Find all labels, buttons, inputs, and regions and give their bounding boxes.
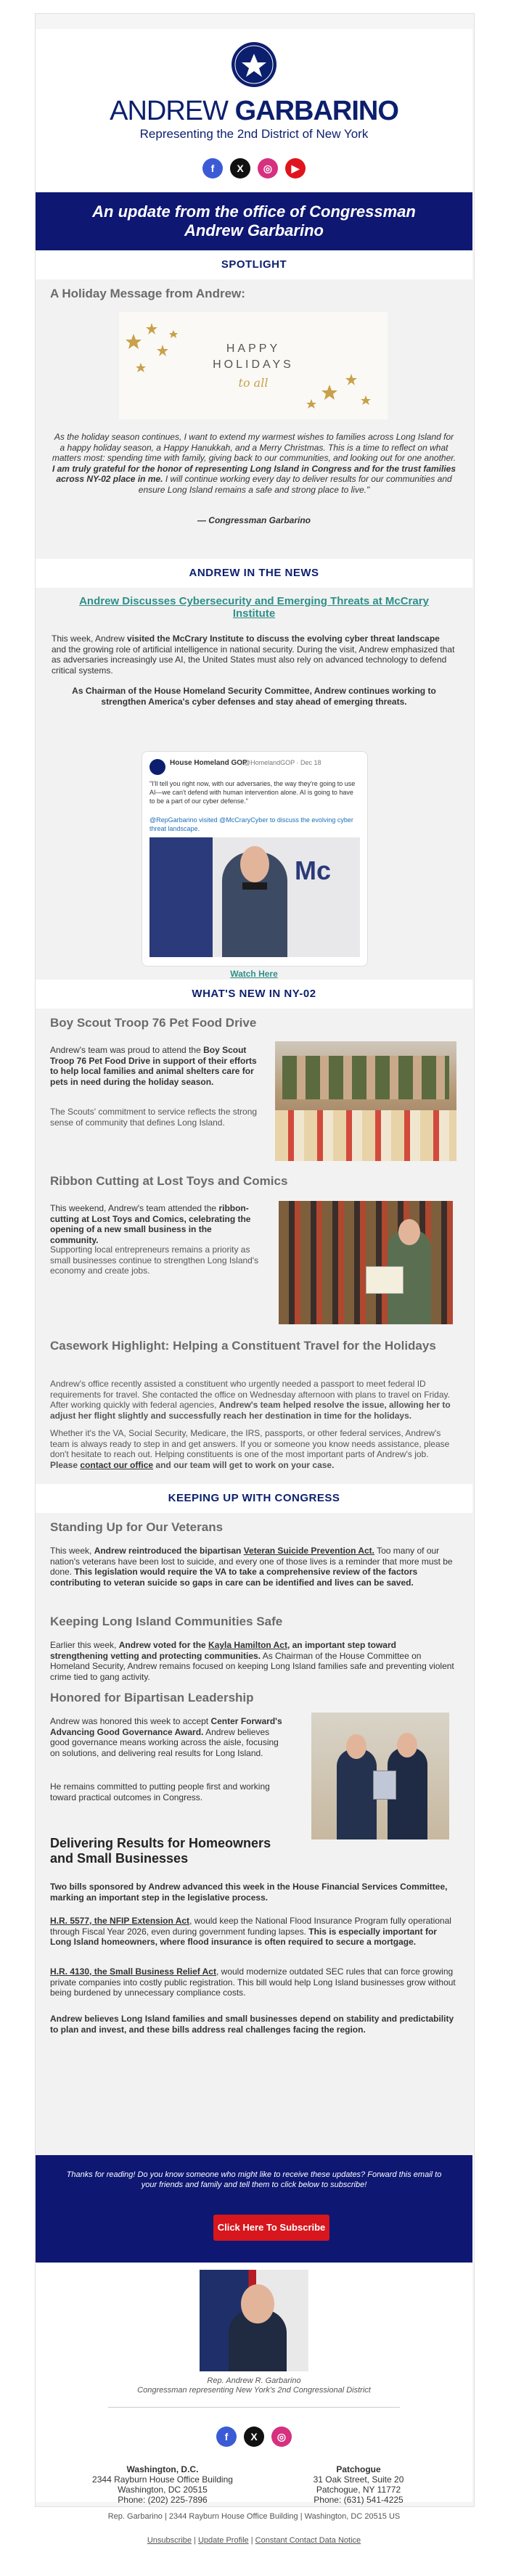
social-links: [36, 158, 472, 179]
tweet-avatar: [149, 759, 165, 775]
pet-drive-paragraph-1: Andrew's team was proud to attend the Boy Scout Troop 76 Pet Food Drive in support of their efforts to help local families and animal shelters care for pets in need during the holiday season.: [50, 1045, 257, 1087]
homeowners-paragraph-2: H.R. 5577, the NFIP Extension Act, would keep the National Flood Insurance Program fully operational through Fiscal Year 2026, even during government funding lapses. This is especially important for Long Island homeowners, where flood insurance is often required to secure a mortgage.: [50, 1916, 451, 1947]
news-article-link[interactable]: Andrew Discusses Cybersecurity and Emerging Threats at McCrary Institute: [79, 595, 429, 620]
rep-face: [241, 2284, 274, 2323]
office-dc: Washington, D.C. 2344 Rayburn House Office Building Washington, DC 20515 Phone: (202) 225-7896: [92, 2464, 233, 2505]
office-patchogue: Patchogue 31 Oak Street, Suite 20 Patchogue, NY 11772 Phone: (631) 541-4225: [313, 2464, 404, 2505]
cta-note: Thanks for reading! Do you know someone who might like to receive these updates? Forward this email to your friends and family and tell them to click below to subscribe!: [66, 2170, 442, 2189]
update-profile-link[interactable]: Update Profile: [197, 2536, 249, 2545]
veteran-act-link[interactable]: Veteran Suicide Prevention Act.: [243, 1546, 374, 1556]
news-paragraph-1: This week, Andrew visited the McCrary Institute to discuss the evolving cyber threat landscape and the growing role of artificial intelligence in national security. During the visit, Andrew emphasized that as adversaries increasingly use AI, the United States must also rely on advanced technology to defend critical systems.: [52, 633, 455, 676]
unsubscribe-link[interactable]: Unsubscribe: [147, 2536, 192, 2545]
ny02-header: WHAT'S NEW IN NY-02: [36, 980, 472, 1009]
pet-drive-title: Boy Scout Troop 76 Pet Food Drive: [50, 1016, 257, 1030]
honoree-face: [398, 1219, 420, 1245]
tweet-handle: @HomelandGOP · Dec 18: [244, 759, 321, 766]
address-bar: Rep. Garbarino | 2344 Rayburn House Office Building | Washington, DC 20515 US: [107, 2512, 401, 2521]
footer-x-icon[interactable]: X: [244, 2427, 264, 2447]
news-header: ANDREW IN THE NEWS: [36, 559, 472, 588]
instagram-icon[interactable]: ◎: [258, 158, 278, 179]
scouts-group: [282, 1056, 449, 1099]
news-paragraph-2: As Chairman of the House Homeland Security Committee, Andrew continues working to strengthen America's cyber defenses and stay ahead of emerging threats.: [72, 686, 436, 707]
x-icon[interactable]: X: [230, 158, 250, 179]
header-subtitle: Representing the 2nd District of New York: [139, 127, 369, 141]
congress-header: KEEPING UP WITH CONGRESS: [36, 1484, 472, 1513]
congress-section: [36, 1513, 472, 2199]
card-to-all: to all: [238, 376, 269, 390]
tweet-quote: "I'll tell you right now, with our adversaries, the way they're going to use AI—we can't defend with human intervention alone. AI is going to have to be a part of our cyber defense.": [149, 780, 356, 805]
header-name: ANDREW GARBARINO: [110, 96, 398, 126]
award-photo: [311, 1712, 449, 1839]
small-business-act-link[interactable]: H.R. 4130, the Small Business Relief Act: [50, 1966, 216, 1977]
communities-paragraph: Earlier this week, Andrew voted for the Kayla Hamilton Act, an important step toward strengthening vetting and protecting communities. As Chairman of the House Committee on Homeland Security, Andrew remains focused on keeping Long Island families safe and preventing violent crime tied to gang activity.: [50, 1640, 454, 1682]
rep-title: Congressman representing New York's 2nd Congressional District: [137, 2386, 371, 2395]
watch-here-link[interactable]: Watch Here: [230, 969, 278, 979]
facebook-icon[interactable]: f: [202, 158, 223, 179]
footer-instagram-icon[interactable]: ◎: [271, 2427, 292, 2447]
casework-title: Casework Highlight: Helping a Constituent Travel for the Holidays: [50, 1339, 436, 1353]
subscribe-cta-section: [36, 2155, 472, 2263]
award-plaque: [373, 1771, 396, 1800]
update-banner: An update from the office of Congressman Andrew Garbarino: [36, 192, 472, 250]
tweet-body: @RepGarbarino visited @McCraryCyber to discuss the evolving cyber threat landscape.: [149, 816, 353, 832]
veterans-title: Standing Up for Our Veterans: [50, 1520, 224, 1534]
contact-office-link[interactable]: contact our office: [80, 1459, 154, 1470]
footer-facebook-icon[interactable]: f: [216, 2427, 237, 2447]
bipartisan-paragraph-2: He remains committed to putting people first and working toward practical outcomes in Congress.: [50, 1781, 270, 1802]
casework-paragraph-2: Whether it's the VA, Social Security, Medicare, the IRS, passports, or other federal services, Andrew's team is always ready to step in and get answers. If you or someone you know needs assistance, please don't hesitate to reach out. Helping constituents is one of the most important parts of Andrew's job. Please contact our office and our team will get to work on your case.: [50, 1428, 450, 1470]
bipartisan-paragraph-1: Andrew was honored this week to accept Center Forward's Advancing Good Governance Award. Andrew believes good governance means working across the aisle, focusing on solutions, and delivering real results for Long Island.: [50, 1716, 282, 1758]
ny02-section: [36, 1009, 472, 1484]
youtube-icon[interactable]: ▶: [285, 158, 306, 179]
spotlight-title: A Holiday Message from Andrew:: [50, 287, 245, 300]
card-happy: HAPPY: [226, 342, 281, 355]
pet-drive-paragraph-2: The Scouts' commitment to service reflects the strong sense of community that defines Long Island.: [50, 1107, 258, 1128]
holiday-signature: — Congressman Garbarino: [197, 515, 311, 525]
ribbon-cutting-title: Ribbon Cutting at Lost Toys and Comics: [50, 1174, 288, 1188]
communities-title: Keeping Long Island Communities Safe: [50, 1615, 283, 1628]
tweet-account: House Homeland GOP: [170, 759, 247, 767]
microphone: [242, 882, 267, 890]
footer-divider: [108, 2407, 400, 2408]
ribbon-paragraph-1: This weekend, Andrew's team attended the ribbon-cutting at Lost Toys and Comics, celebrating the opening of a new small business in the community.: [50, 1203, 251, 1245]
congress-seal-icon: [230, 41, 278, 89]
kayla-act-link[interactable]: Kayla Hamilton Act: [208, 1640, 287, 1650]
spotlight-header: SPOTLIGHT: [36, 250, 472, 279]
pet-drive-photo: [275, 1041, 456, 1161]
backdrop-text: Mc: [295, 856, 332, 885]
footer-socials: [36, 2427, 472, 2447]
holiday-card-image: [119, 312, 388, 419]
presenter-figure: [337, 1749, 377, 1839]
nfip-act-link[interactable]: H.R. 5577, the NFIP Extension Act: [50, 1916, 190, 1926]
homeowners-paragraph-3: H.R. 4130, the Small Business Relief Act, would modernize outdated SEC rules that can force growing private companies into costly public registration. This bill would help Long Island businesses grow without being burdened by unnecessary compliance costs.: [50, 1966, 456, 1998]
casework-paragraph-1: Andrew's office recently assisted a constituent who urgently needed a passport to meet federal ID requirements for travel. She contacted the office on Wednesday afternoon with plans to travel on Friday. After working quickly with federal agencies, Andrew's team helped resolve the issue, allowing her to adjust her flight slightly and successfully reach her destination in time for the holidays.: [50, 1379, 451, 1421]
presenter-face: [346, 1734, 366, 1759]
ribbon-cutting-photo: [279, 1201, 453, 1324]
homeowners-paragraph-1: Two bills sponsored by Andrew advanced this week in the House Financial Services Committee, marking an important step in the legislative process.: [50, 1882, 448, 1903]
holiday-message: As the holiday season continues, I want to extend my warmest wishes to families across Long Island for a happy holiday season, a Happy Hanukkah, and a Merry Christmas. This is a time to reflect on what matters most: spending time with family, giving back to our communities, and looking out for one another. I am truly grateful for the honor of representing Long Island in Congress and for the trust families across NY-02 place in me. I will continue working every day to deliver results for our communities and ensure Long Island remains a safe and strong place to live.": [52, 432, 456, 495]
speaker-face: [240, 846, 269, 882]
data-notice-link[interactable]: Constant Contact Data Notice: [255, 2536, 361, 2545]
bipartisan-title: Honored for Bipartisan Leadership: [50, 1691, 254, 1705]
spotlight-section: [36, 279, 472, 559]
subscribe-button[interactable]: Click Here To Subscribe: [213, 2215, 329, 2241]
rep-portrait: [200, 2270, 308, 2371]
card-holidays: HOLIDAYS: [213, 358, 294, 371]
certificate: [366, 1266, 403, 1294]
rep-name: Rep. Andrew R. Garbarino: [207, 2376, 301, 2385]
embedded-tweet[interactable]: [142, 751, 368, 967]
veterans-paragraph: This week, Andrew reintroduced the bipartisan Veteran Suicide Prevention Act. Too many of our nation's veterans have been lost to suicide, and every one of those lives is a reminder that more must be done. This legislation would require the VA to take a comprehensive review of the factors contributing to veteran suicide so gaps in care can be identified and lives can be saved.: [50, 1546, 453, 1588]
footer-links: Unsubscribe | Update Profile | Constant Contact Data Notice: [147, 2536, 361, 2545]
tweet-video-thumbnail[interactable]: [149, 837, 360, 957]
footer: [36, 2263, 472, 2505]
andrew-face: [397, 1733, 417, 1757]
homeowners-paragraph-4: Andrew believes Long Island families and small businesses depend on stability and predictability to plan and invest, and these bills address real challenges facing the region.: [50, 2014, 454, 2035]
ribbon-paragraph-2: Supporting local entrepreneurs remains a priority as small businesses continue to strengthen Long Island's economy and create jobs.: [50, 1244, 259, 1276]
homeowners-title: Delivering Results for Homeowners and Small Businesses: [50, 1836, 271, 1866]
email-header: [36, 29, 472, 192]
donations-table: [275, 1110, 456, 1161]
